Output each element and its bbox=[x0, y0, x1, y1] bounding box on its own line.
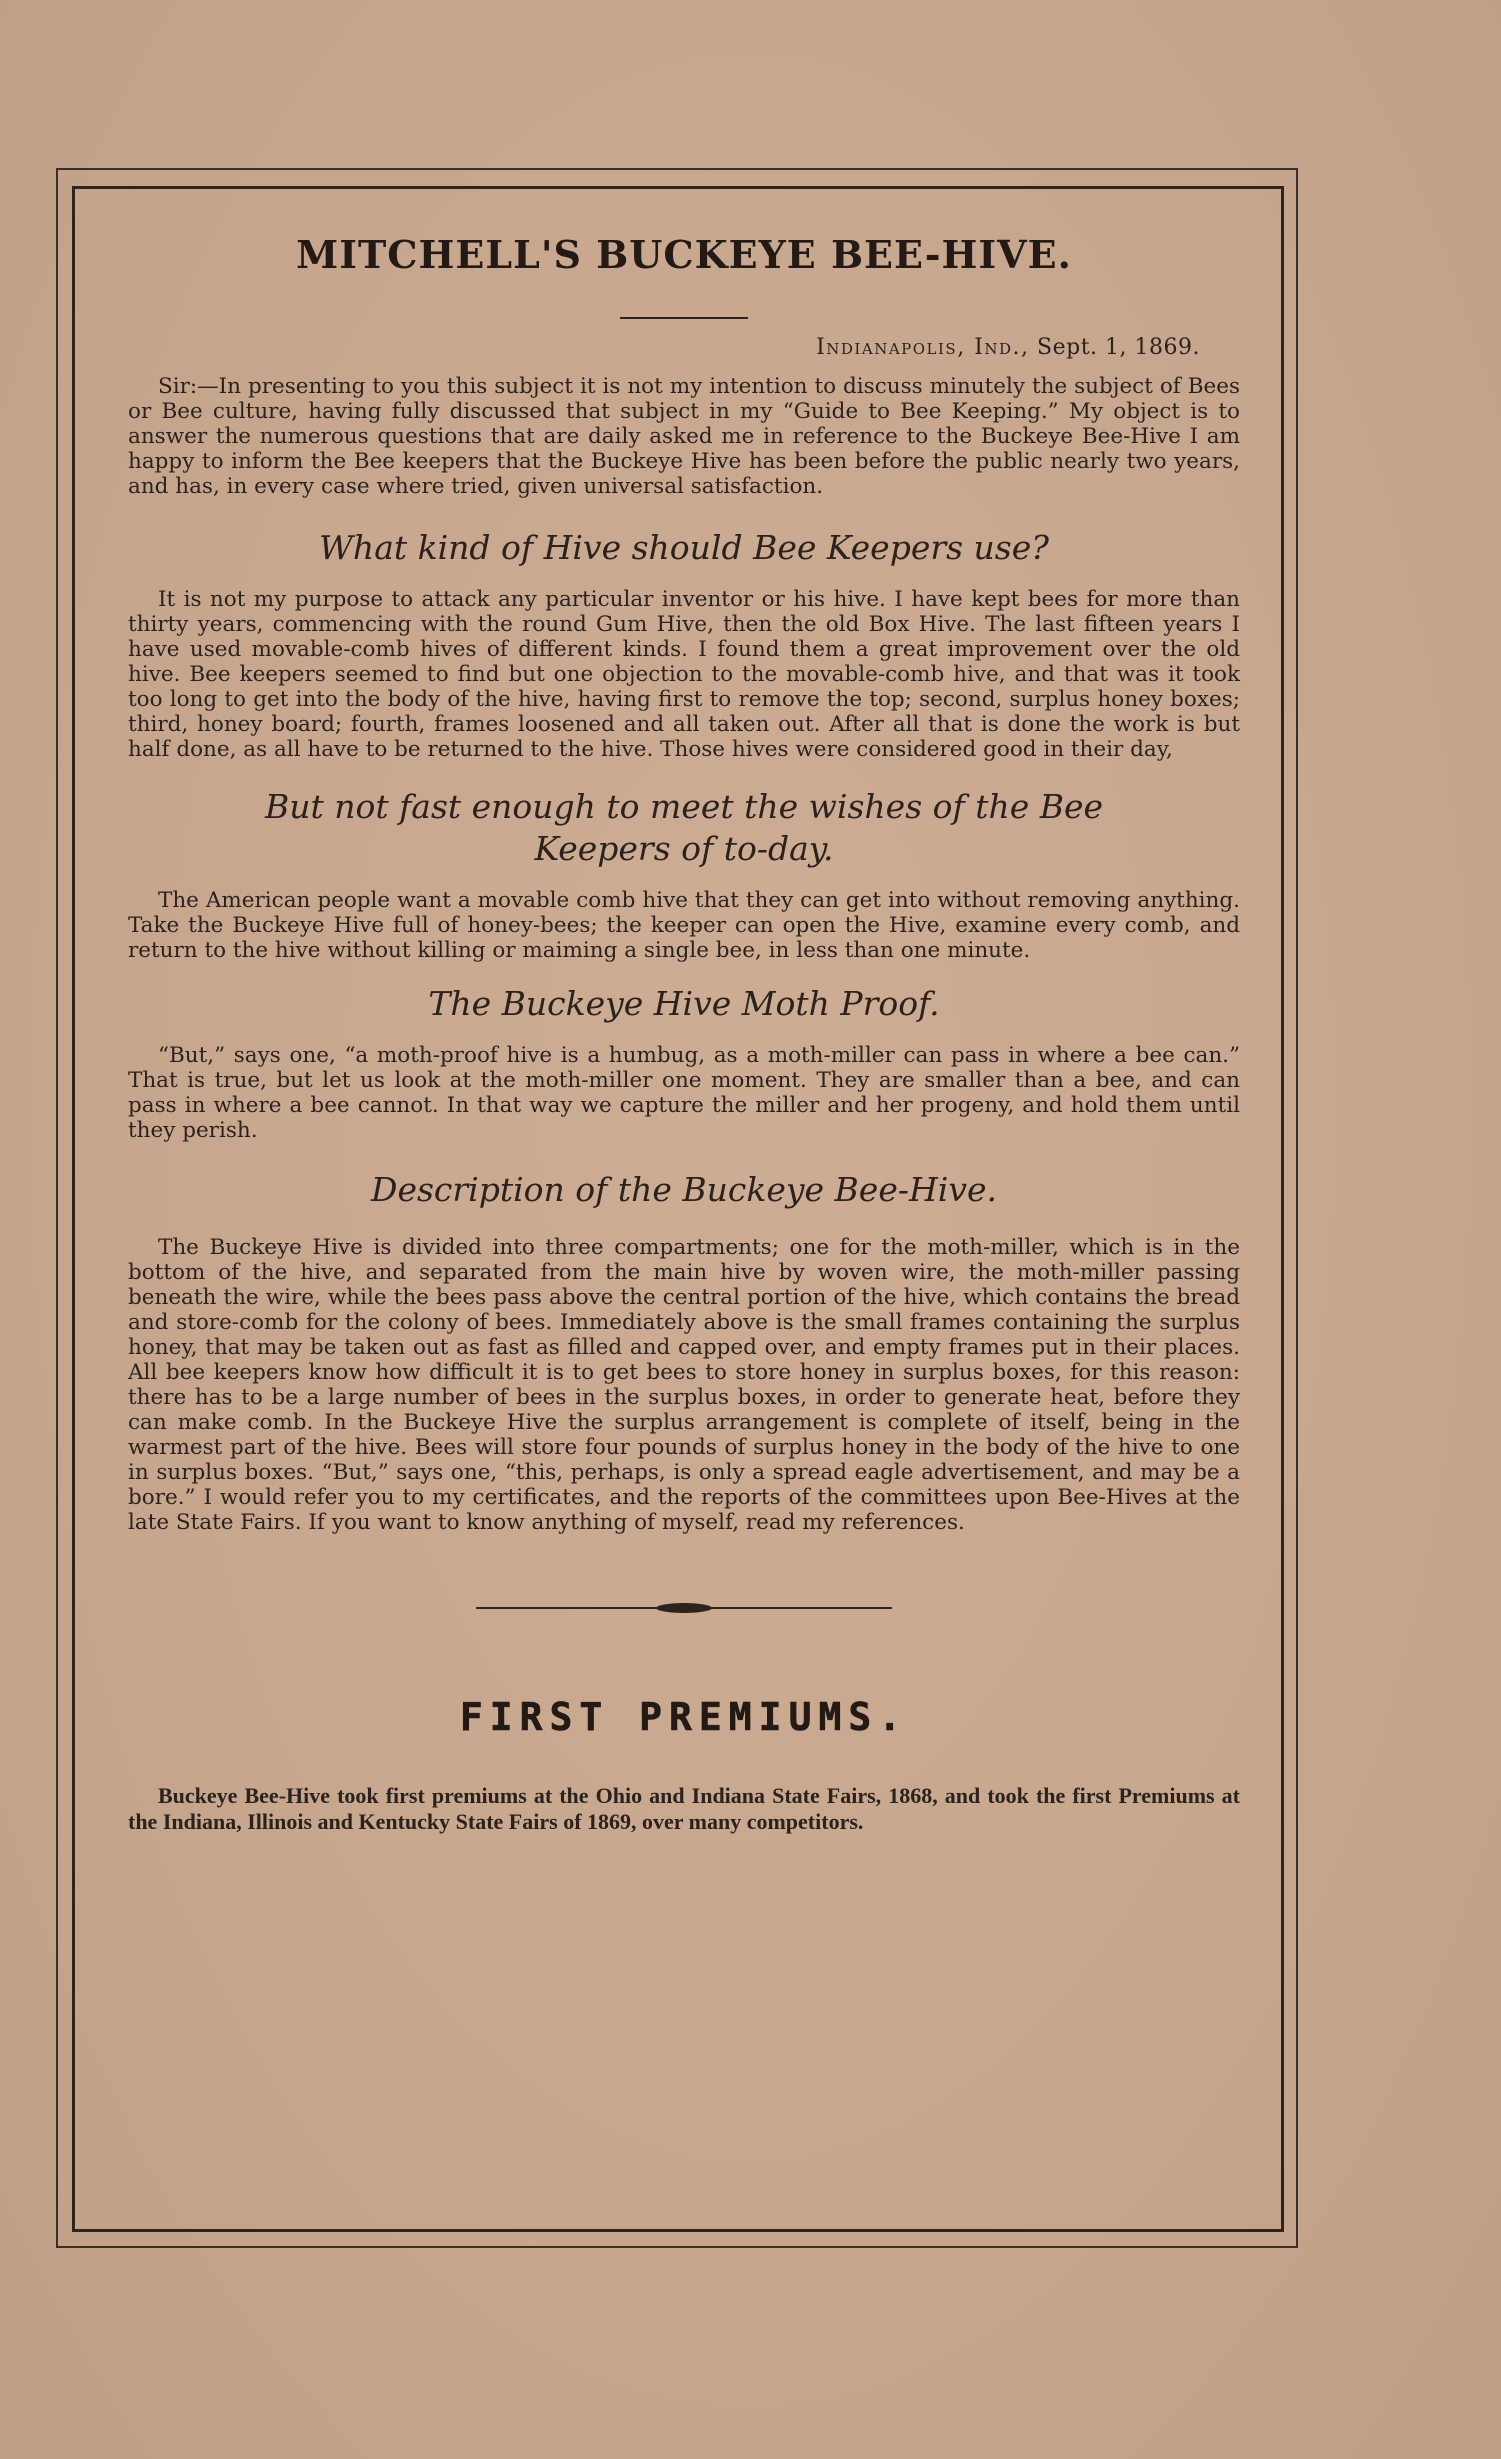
ornamental-rule-knot bbox=[656, 1603, 712, 1613]
title-rule bbox=[620, 317, 748, 319]
dateline-date: Sept. 1, 1869. bbox=[1037, 335, 1200, 360]
dateline bbox=[128, 335, 1240, 360]
section-paragraph-not-fast: The American people want a movable comb hive that they can get into without removing anything. Take the Buckeye Hive full of honey-bees; the keeper can open the Hive, examine every comb, and return to the hive without killing or maiming a single bee, in less than one minute. bbox=[128, 888, 1240, 963]
section-paragraph-hive-kind: It is not my purpose to attack any particular inventor or his hive. I have kept bees for more than thirty years, commencing with the round Gum Hive, then the old Box Hive. The last fifteen years I have used movable-comb hives of different kinds. I found them a great improvement over the old hive. Bee keepers seemed to find but one objection to the movable-comb hive, and that was it took too long to get into the body of the hive, having first to remove the top; second, surplus honey boxes; third, honey board; fourth, frames loosened and all taken out. After all that is done the work is but half done, as all have to be returned to the hive. Those hives were considered good in their day, bbox=[128, 587, 1240, 762]
dateline-place: Indianapolis, Ind., bbox=[816, 335, 1030, 360]
premiums-heading: FIRST PREMIUMS. bbox=[459, 1695, 909, 1739]
intro-paragraph: Sir:—In presenting to you this subject it is not my intention to discuss minutely the subject of Bees or Bee culture, having fully discussed that subject in my “Guide to Bee Keeping.” My object is to answer the numerous questions that are daily asked me in reference to the Buckeye Bee-Hive I am happy to inform the Bee keepers that the Buckeye Hive has been before the public nearly two years, and has, in every case where tried, given universal satisfaction. bbox=[128, 374, 1240, 499]
ornamental-rule bbox=[476, 1603, 892, 1613]
section-heading-moth-proof: The Buckeye Hive Moth Proof. bbox=[428, 984, 940, 1023]
premiums-paragraph: Buckeye Bee-Hive took first premiums at the Ohio and Indiana State Fairs, 1868, and took the first Premiums at the Indiana, Illinois and Kentucky State Fairs of 1869, over many competitors. bbox=[128, 1783, 1240, 1834]
section-heading-hive-kind: What kind of Hive should Bee Keepers use? bbox=[319, 528, 1049, 567]
section-heading-not-fast: But not fast enough to meet the wishes of the Bee Keepers of to-day. bbox=[264, 787, 1104, 868]
document-body bbox=[128, 190, 1240, 1835]
document-title: MITCHELL'S BUCKEYE BEE-HIVE. bbox=[296, 232, 1072, 277]
section-paragraph-description: The Buckeye Hive is divided into three compartments; one for the moth-miller, which is in the bottom of the hive, and separated from the main hive by woven wire, the moth-miller passing beneath the wire, while the bees pass above the central portion of the hive, which contains the bread and store-comb for the colony of bees. Immediately above is the small frames containing the surplus honey, that may be taken out as fast as filled and capped over, and empty frames put in their places. All bee keepers know how difficult it is to get bees to store honey in surplus boxes, for this reason: there has to be a large number of bees in the surplus boxes, in order to generate heat, before they can make comb. In the Buckeye Hive the surplus arrangement is complete of itself, being in the warmest part of the hive. Bees will store four pounds of surplus honey in the body of the hive to one in surplus boxes. “But,” says one, “this, perhaps, is only a spread eagle advertisement, and may be a bore.” I would refer you to my certificates, and the reports of the committees upon Bee-Hives at the late State Fairs. If you want to know anything of myself, read my references. bbox=[128, 1235, 1240, 1535]
section-paragraph-moth-proof: “But,” says one, “a moth-proof hive is a humbug, as a moth-miller can pass in where a bee can.” That is true, but let us look at the moth-miller one moment. They are smaller than a bee, and can pass in where a bee cannot. In that way we capture the miller and her progeny, and hold them until they perish. bbox=[128, 1043, 1240, 1143]
section-heading-description: Description of the Buckeye Bee-Hive. bbox=[370, 1170, 998, 1209]
